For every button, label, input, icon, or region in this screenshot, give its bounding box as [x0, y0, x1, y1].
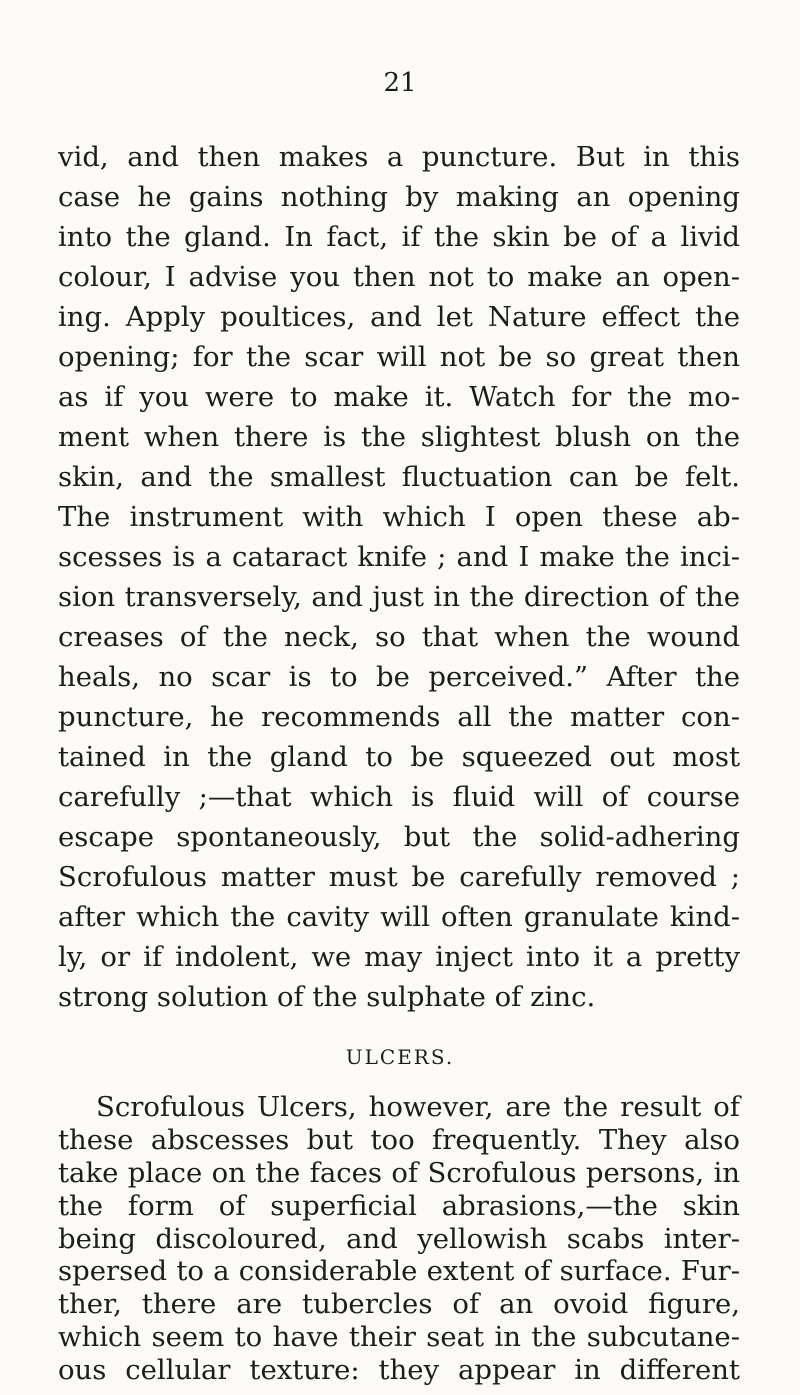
- text-line: into the gland. In fact, if the skin be of a livid: [58, 221, 740, 253]
- text-line: as if you were to make it. Watch for the mo-: [58, 381, 740, 413]
- text-line: which seem to have their seat in the subcutane-: [58, 1321, 740, 1354]
- text-line: case he gains nothing by making an opening: [58, 181, 740, 213]
- text-line: take place on the faces of Scrofulous persons, in: [58, 1156, 740, 1189]
- text-line: being discoloured, and yellowish scabs inter-: [58, 1222, 740, 1255]
- text-line: colour, I advise you then not to make an open-: [58, 261, 740, 293]
- text-line: escape spontaneously, but the solid-adhering: [58, 821, 740, 853]
- text-line: scesses is a cataract knife ; and I make the inci-: [58, 541, 740, 573]
- text-line: spersed to a considerable extent of surface. Fur-: [58, 1255, 740, 1288]
- text-line: ing. Apply poultices, and let Nature effect the: [58, 301, 740, 333]
- text-line: these abscesses but too frequently. They also: [58, 1123, 740, 1156]
- text-line: opening; for the scar will not be so great then: [58, 341, 740, 373]
- text-line: the form of superficial abrasions,—the skin: [58, 1189, 740, 1222]
- text-line: creases of the neck, so that when the wound: [58, 621, 740, 653]
- text-line: ther, there are tubercles of an ovoid figure,: [58, 1288, 740, 1321]
- text-line: ous cellular texture: they appear in different: [58, 1354, 740, 1386]
- text-line: Scrofulous matter must be carefully removed ;: [58, 861, 740, 893]
- text-line: after which the cavity will often granulate kind-: [58, 901, 740, 933]
- text-line: tained in the gland to be squeezed out most: [58, 741, 740, 773]
- text-line: skin, and the smallest fluctuation can be felt.: [58, 461, 740, 493]
- text-line: ly, or if indolent, we may inject into it a pretty: [58, 941, 740, 973]
- text-line: carefully ;—that which is fluid will of course: [58, 781, 740, 813]
- text-line: vid, and then makes a puncture. But in this: [58, 141, 740, 173]
- text-line: strong solution of the sulphate of zinc.: [58, 981, 596, 1013]
- text-line: The instrument with which I open these ab-: [58, 501, 740, 533]
- text-line: sion transversely, and just in the direction of the: [58, 581, 740, 613]
- section-heading: ULCERS.: [345, 1045, 455, 1069]
- page-number: 21: [383, 68, 417, 98]
- text-line: heals, no scar is to be perceived.” After the: [58, 661, 740, 693]
- text-line: puncture, he recommends all the matter con-: [58, 701, 740, 733]
- text-line: ment when there is the slightest blush on the: [58, 421, 740, 453]
- text-line: Scrofulous Ulcers, however, are the result of: [96, 1091, 740, 1123]
